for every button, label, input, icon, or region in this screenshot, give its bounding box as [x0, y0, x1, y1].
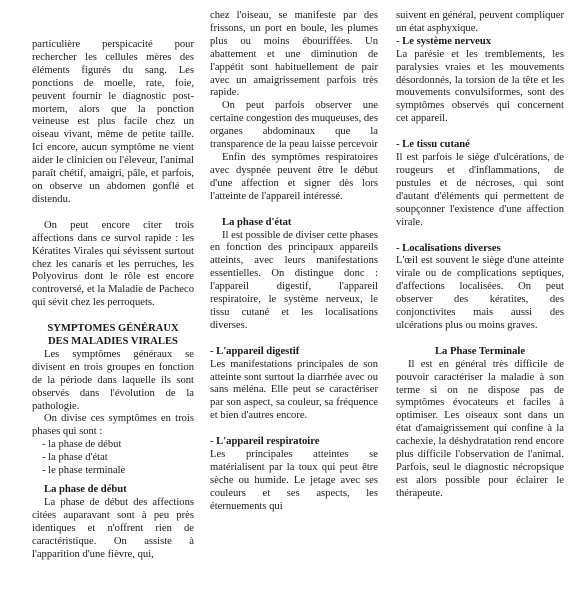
subheading: - L'appareil digestif — [210, 345, 300, 357]
paragraph: Les symptômes généraux se divisent en trois groupes en fonction de la période dans laquelle ils sont observés dans l'évolution de la pathologie. — [32, 348, 194, 412]
paragraph: suivent en général, peuvent compliquer un état asphyxique. — [396, 10, 564, 34]
paragraph: Il est parfois le siège d'ulcérations, de rougeurs et d'inflammations, de pustules et de nécroses, qui sont d'autant d'éléments qui permettent de soupçonner l'existence d'une affection virale. — [396, 152, 564, 228]
subheading: La Phase Terminale — [434, 345, 526, 357]
paragraph: On peut parfois observer une certaine congestion des muqueuses, des organes abdominaux que la transparence de la peau laisse percevoir — [210, 100, 378, 151]
subheading: La phase de début — [44, 484, 127, 495]
paragraph: On peut encore citer trois affections dans ce survol rapide : les Kératites Virales qui sévissent surtout chez les canaris et les perruches, les Polyovirus dont le rôle est encore controversé, et la Maladie de Pacheco qui sévit chez les perroquets. — [32, 219, 194, 309]
paragraph: particulière perspicacité pour rechercher les cellules mères des éléments figurés du sang. Les ponctions de moelle, rate, foie, peuvent fournir le diagnostic post-mortem, alors que la ponction veineuse est plus facile chez un oiseau vivant, même de petite taille. Ici encore, aucun symptôme ne vient aider le clinicien ou l'éleveur, l'animal paraît chétif, amaigri, pâle, et parfois, on observe un abdomen gonflé et distendu. — [32, 39, 194, 205]
column-1 — [32, 39, 194, 561]
subheading: - L'appareil respiratoire — [210, 436, 320, 448]
phase-list — [32, 439, 194, 478]
paragraph: Il est possible de diviser cette phases en fonction des principaux appareils atteints, avec leurs manifestations essentielles. On distingue donc : l'appareil digestif, l'appareil respiratoire, le système nerveux, le tissu cutané et les localisations diverses. — [210, 229, 378, 331]
paragraph: Les principales atteintes se matérialisent par la toux qui peut être sèche ou humide. Le jetage avec ses couleurs et ses aspects, les éternuements qui — [210, 449, 378, 512]
paragraph: L'œil est souvent le siège d'une atteinte virale ou de complications septiques, d'affections localisées. On peut observer des kératites, des conjonctivites mais aussi des ulcérations plus ou moins graves. — [396, 255, 564, 331]
subheading: - Le tissu cutané — [396, 139, 470, 151]
section-heading-line: SYMPTOMES GÉNÉRAUX — [47, 323, 179, 335]
paragraph: La phase de début des affections citées auparavant sont à peu près identiques et n'offrent rien de caractéristique. On assiste à l'apparition d'une fièvre, qui, — [32, 496, 194, 560]
list-item: - le phase terminale — [42, 465, 126, 477]
paragraph: Les manifestations principales de son atteinte sont surtout la diarrhée avec ou sans méléna. Elle peut se caractériser par son aspect, sa couleur, sa fréquence et bien d'autres encore. — [210, 358, 378, 422]
section-heading-line: DES MALADIES VIRALES — [48, 336, 178, 348]
list-item: - la phase d'état — [42, 452, 108, 464]
subheading: - Localisations diverses — [396, 242, 501, 254]
column-3 — [396, 10, 564, 501]
subheading: La phase d'état — [222, 216, 292, 228]
paragraph: La parésie et les tremblements, les paralysies vraies et les mouvements désordonnés, la torsion de la tête et les mouvements convulsiformes, sont des symptômes observés qui concernent cet appareil. — [396, 48, 564, 125]
paragraph: On divise ces symptômes en trois phases qui sont : — [32, 413, 194, 438]
column-2 — [210, 10, 378, 514]
list-item: - la phase de début — [42, 439, 122, 451]
subheading: - Le système nerveux — [396, 35, 492, 47]
paragraph: chez l'oiseau, se manifeste par des frissons, un port en boule, les plumes plus ou moins ébouriffées. Un abattement et une diminution de l'appétit sont habituellement de pair avec un amaigrissement parfois très rapide. — [210, 10, 378, 99]
paragraph: Il est en général très difficile de pouvoir caractériser la maladie à son terme si on ne dispose pas de symptômes évocateurs et faciles à optimiser. Les oiseaux sont dans un état d'amaigrissement qui confine à la cachexie, la déshydratation rend encore plus difficile l'observation de l'animal. Parfois, seul le diagnostic nécropsique est alors possible pour éclairer le thérapeute. — [396, 358, 564, 499]
paragraph: Enfin des symptômes respiratoires avec dyspnée peuvent être le début d'une affection et signer dès lors l'atteinte de l'appareil intéressé. — [210, 151, 378, 202]
section-heading — [32, 323, 194, 349]
